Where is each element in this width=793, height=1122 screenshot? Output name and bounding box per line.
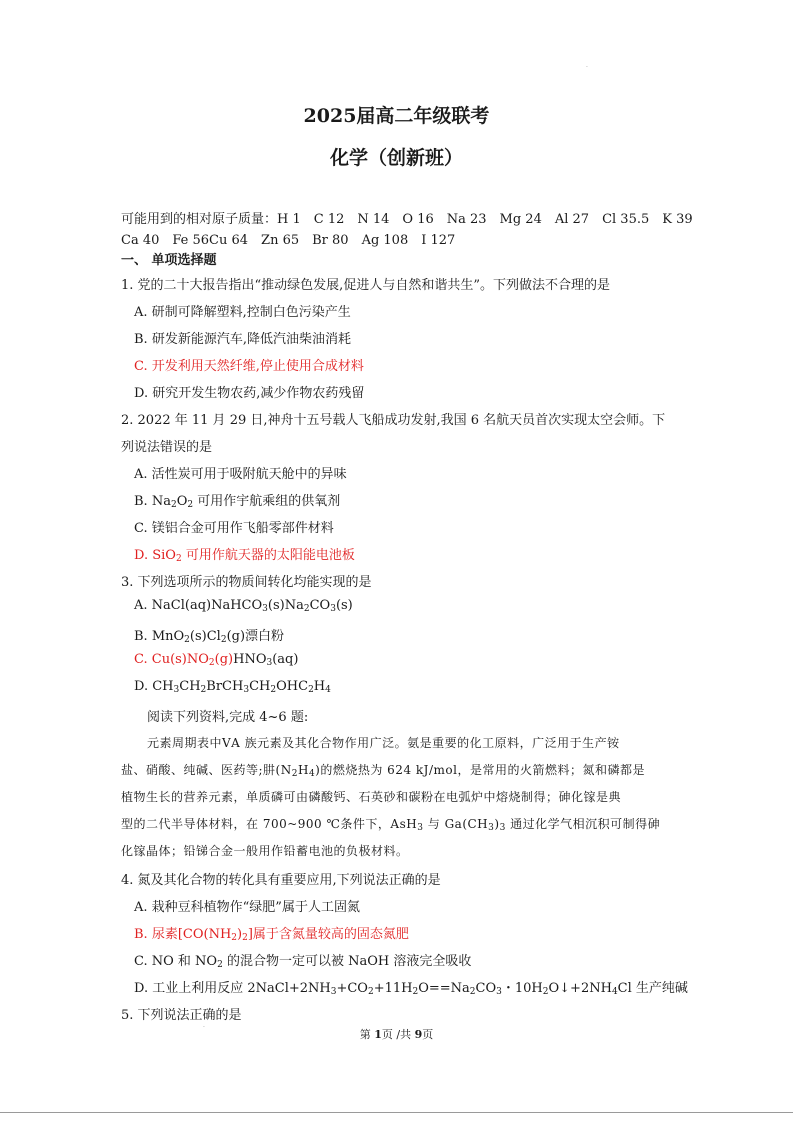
q2-option-c: C. 镁铝合金可用作飞船零部件材料 — [134, 521, 334, 536]
atomic-masses-line1: 可能用到的相对原子质量：H 1 C 12 N 14 O 16 Na 23 Mg 24 Al 27 Cl 35.5 K 39 — [121, 212, 693, 227]
passage-line1: 元素周期表中ⅤA 族元素及其化合物作用广泛。氨是重要的化工原料，广泛用于生产铵 — [147, 736, 620, 750]
passage-line3: 植物生长的营养元素，单质磷可由磷酸钙、石英砂和碳粉在电弧炉中熔烧制得；砷化镓是典 — [121, 790, 622, 804]
q4-stem: 4. 氮及其化合物的转化具有重要应用,下列说法正确的是 — [121, 873, 441, 888]
page-footer: 第 1页 /共 9页 — [359, 1028, 434, 1041]
section-title: 一、 单项选择题 — [121, 253, 217, 268]
q2-option-d: D. SiO$_2$ 可用作航天器的太阳能电池板 — [134, 548, 355, 564]
atomic-masses-line2: Ca 40 Fe 56Cu 64 Zn 65 Br 80 Ag 108 I 127 — [121, 233, 456, 248]
q3-stem: 3. 下列选项所示的物质间转化均能实现的是 — [121, 575, 372, 590]
q1-stem: 1. 党的二十大报告指出“推动绿色发展,促进人与自然和谐共生”。下列做法不合理的是 — [121, 278, 610, 293]
q2-stem-line2: 列说法错误的是 — [121, 440, 213, 455]
q4-option-a: A. 栽种豆科植物作“绿肥”属于人工固氮 — [134, 900, 360, 915]
q2-option-b: B. $Na_2O_2$ 可用作宇航乘组的供氧剂 — [134, 494, 341, 510]
q2-option-a: A. 活性炭可用于吸附航天舱中的异味 — [134, 467, 347, 482]
q4-option-d: D. 工业上利用反应 $2NaCl+2NH_3+CO_2+11H_2O==Na_2CO_3$・$10H_2O↓+2NH_4Cl$ 生产纯碱 — [134, 981, 688, 997]
decorative-dot: . — [203, 1022, 205, 1029]
q3-option-c: C. $Cu(s)NO_2(g)HNO_3(aq)$ — [134, 652, 299, 668]
passage-line4: 型的二代半导体材料，在 700~900 ℃条件下，AsH$_3$ 与 $Ga(CH_3)_3$ 通过化学气相沉积可制得砷 — [121, 817, 661, 833]
q3-option-b: B. $MnO_2(s)Cl_2(g)$漂白粉 — [134, 629, 285, 645]
q1-option-b: B. 研发新能源汽车,降低汽油柴油消耗 — [134, 332, 351, 347]
page-title: 2025届高二年级联考 — [303, 105, 490, 127]
q3-option-a: A. $NaCl(aq)NaHCO_3(s)Na_2CO_3(s)$ — [134, 598, 353, 614]
reading-intro: 阅读下列资料,完成 4~6 题: — [147, 710, 309, 725]
passage-line2: 盐、硝酸、纯碱、医药等;肼$(N_2H_4)$的燃烧热为 624 kJ/mol，是常用的火箭燃料；氮和磷都是 — [121, 763, 645, 779]
q3-option-d: D. $CH_3CH_2BrCH_3CH_2OHC_2H_4$ — [134, 679, 331, 695]
q1-option-c: C. 开发利用天然纤维,停止使用合成材料 — [134, 359, 364, 374]
decorative-dot: . — [586, 62, 588, 69]
passage-line5: 化镓晶体；铅锑合金一般用作铅蓄电池的负极材料。 — [121, 844, 409, 858]
q4-option-b: B. 尿素$[CO(NH_2)_2]$属于含氮量较高的固态氮肥 — [134, 927, 409, 943]
q5-stem: 5. 下列说法正确的是 — [121, 1008, 242, 1023]
q2-stem-line1: 2. 2022 年 11 月 29 日,神舟十五号载人飞船成功发射,我国 6 名航天员首次实现太空会师。下 — [121, 413, 666, 428]
q1-option-d: D. 研究开发生物农药,减少作物农药残留 — [134, 386, 365, 401]
bottom-divider — [0, 1112, 793, 1113]
page-subtitle: 化学（创新班） — [329, 147, 463, 169]
q4-option-c: C. NO 和 $NO_2$ 的混合物一定可以被 NaOH 溶液完全吸收 — [134, 954, 472, 970]
q1-option-a: A. 研制可降解塑料,控制白色污染产生 — [134, 305, 351, 320]
